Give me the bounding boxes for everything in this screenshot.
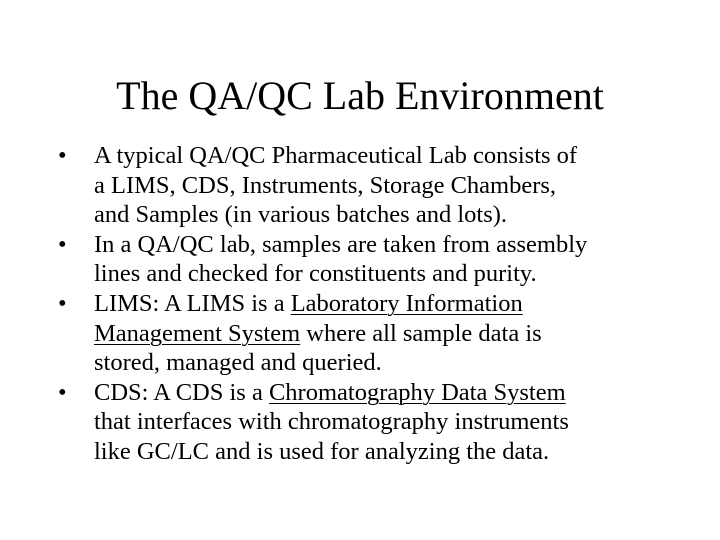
bullet-text-line: A typical QA/QC Pharmaceutical Lab consists of (94, 142, 578, 169)
bullet-text-line: a LIMS, CDS, Instruments, Storage Chambers, (94, 171, 557, 199)
bullet-text-line (94, 289, 678, 319)
bullet-text-line: and Samples (in various batches and lots). (94, 201, 508, 229)
bullet-text-line: like GC/LC and is used for analyzing the data. (94, 437, 550, 465)
lims-definition-link-continued[interactable]: Management System (94, 319, 301, 347)
bullet-list (58, 141, 678, 467)
bullet-text-line: stored, managed and queried. (94, 349, 382, 377)
bullet-item-sampling (58, 230, 678, 289)
slide-title: The QA/QC Lab Environment (116, 73, 604, 118)
bullet-item-lab-components (58, 141, 678, 230)
lims-suffix-text: where all sample data is (300, 319, 542, 347)
bullet-text-line: lines and checked for constituents and purity. (94, 260, 537, 288)
bullet-item-cds (58, 378, 678, 467)
lims-definition-link[interactable]: Laboratory Information (290, 289, 523, 317)
bullet-icon: • (58, 230, 67, 258)
bullet-text-line (94, 378, 678, 408)
bullet-text-line: In a QA/QC lab, samples are taken from assembly (94, 230, 588, 258)
cds-definition-link[interactable]: Chromatography Data System (268, 378, 566, 406)
cds-prefix-text: CDS: A CDS is a (94, 378, 269, 406)
bullet-item-lims (58, 289, 678, 378)
lims-prefix-text: LIMS: A LIMS is a (94, 289, 291, 317)
bullet-text-line (94, 319, 678, 349)
bullet-icon: • (58, 378, 67, 406)
bullet-text-line: that interfaces with chromatography instruments (94, 408, 569, 436)
bullet-icon: • (58, 142, 67, 169)
bullet-icon: • (58, 289, 67, 317)
